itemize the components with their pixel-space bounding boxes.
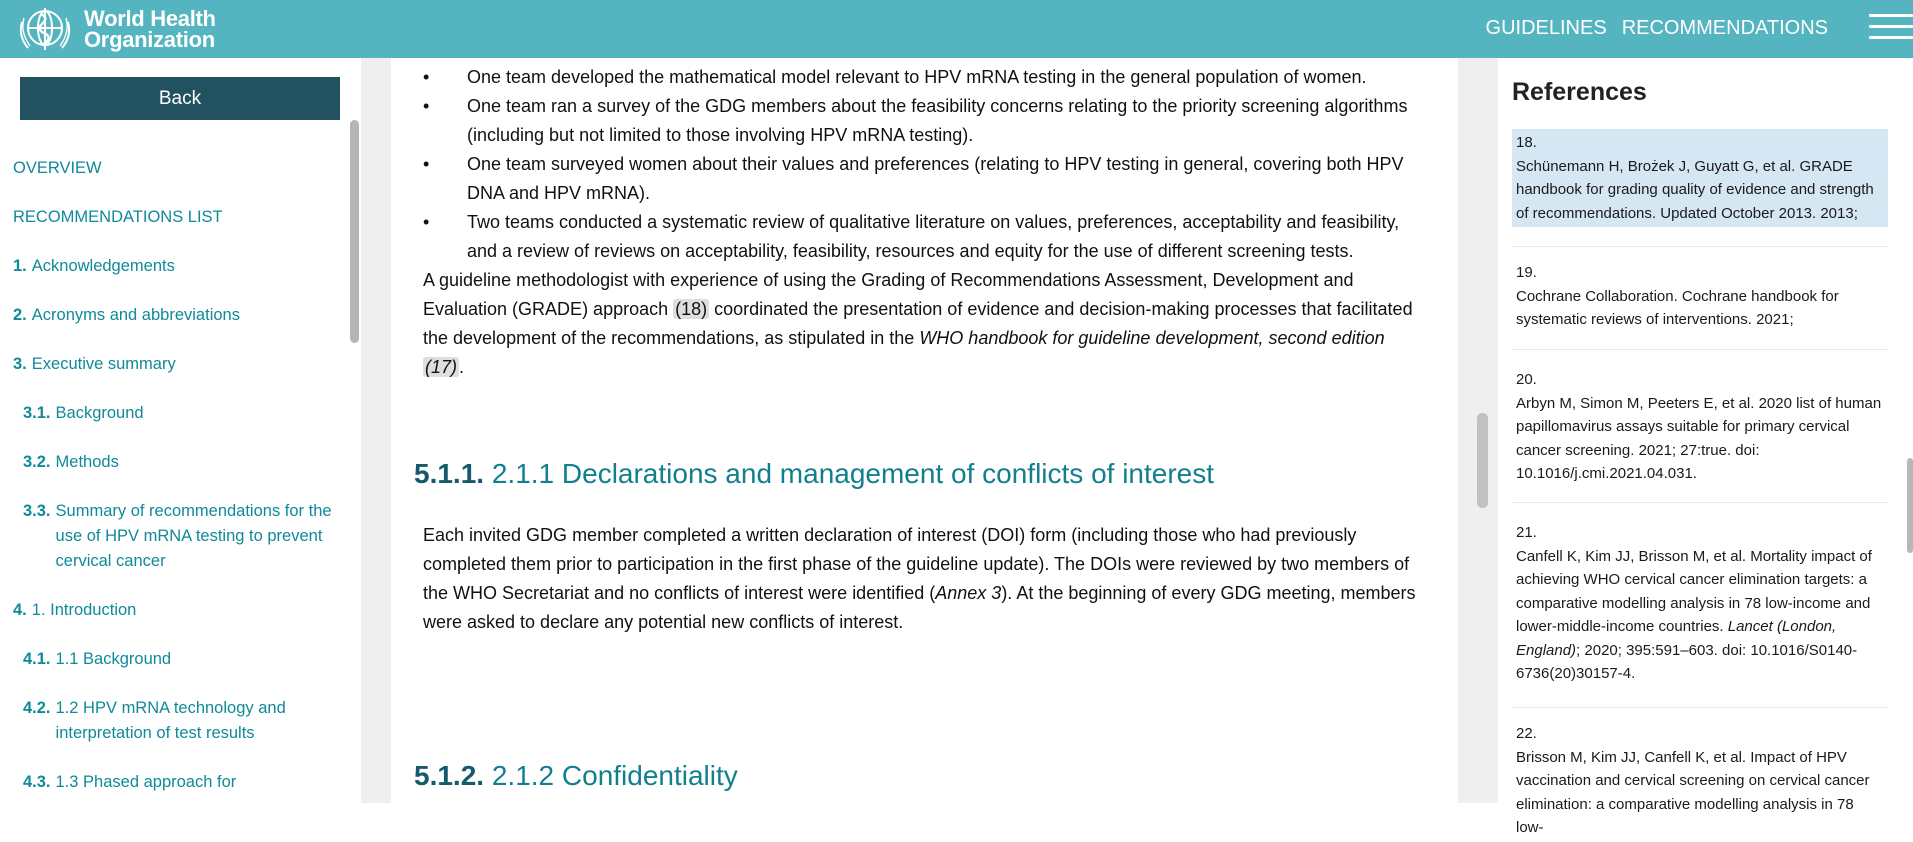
- list-item: [423, 150, 1423, 208]
- bullet-text: One team ran a survey of the GDG members about the feasibility concerns relating to the priority screening algorithms (including but not limited to those involving HPV mRNA testing).: [467, 96, 1408, 145]
- toc-recommendations-list[interactable]: RECOMMENDATIONS LIST: [13, 208, 223, 226]
- section-heading-confidentiality: [414, 760, 738, 792]
- toc-num: 4.: [13, 601, 27, 619]
- reference-text-part: ; 2020; 395:591–603. doi: 10.1016/S0140-6736(20)30157-4.: [1516, 641, 1858, 682]
- main-scrollbar[interactable]: [1477, 413, 1488, 508]
- annex-link[interactable]: Annex 3: [935, 583, 1002, 603]
- para-text: .: [459, 357, 465, 377]
- reference-item-21[interactable]: [1512, 519, 1888, 688]
- para-text: WHO handbook for guideline development, second edition: [919, 328, 1385, 348]
- toc-item-methods[interactable]: [13, 450, 333, 475]
- toc-overview[interactable]: OVERVIEW: [13, 159, 102, 177]
- toc-item-introduction[interactable]: [13, 598, 333, 623]
- reference-text: Brisson M, Kim JJ, Canfell K, et al. Impact of HPV vaccination and cervical screening on cervical cancer elimination: a comparative modelling analysis in 78 low-: [1516, 748, 1870, 836]
- section-title: 2.1.1 Declarations and management of conflicts of interest: [491, 458, 1215, 489]
- toc-label: Executive summary: [31, 355, 176, 373]
- toc-num: 4.3.: [23, 773, 51, 791]
- toc-num: 4.1.: [23, 650, 51, 668]
- toc-sidebar: [0, 58, 361, 803]
- para-text: ). At the beginning of every GDG meeting, members were asked to declare any potential new conflicts of interest.: [423, 583, 1416, 632]
- divider: [1512, 349, 1888, 350]
- org-name-line2: Organization: [84, 27, 215, 52]
- toc-item-intro-background[interactable]: [13, 647, 333, 672]
- para-text: coordinated the presentation of evidence and decision-making processes that facilitated the development of the recommendations, as stipulated in the: [423, 299, 1413, 348]
- references-title: References: [1512, 78, 1647, 106]
- reference-text: Arbyn M, Simon M, Peeters E, et al. 2020 list of human papillomavirus assays suitable for primary cervical cancer screening. 2021; 27:true. doi: 10.1016/j.cmi.2021.04.031.: [1516, 394, 1882, 482]
- toc-item-phased-approach[interactable]: [13, 770, 333, 795]
- reference-item-20[interactable]: [1512, 366, 1888, 488]
- toc-item-acknowledgements[interactable]: [13, 254, 333, 279]
- toc-list: [13, 156, 333, 819]
- references-panel: [1498, 58, 1913, 836]
- toc-num: 2.: [13, 306, 27, 324]
- para-text: Each invited GDG member completed a written declaration of interest (DOI) form (including those who had previously completed them prior to participation in the first phase of the guideline update). The DOIs were reviewed by two members of the WHO Secretariat and no conflicts of interest were identified (: [423, 525, 1410, 603]
- reference-item-18[interactable]: [1512, 129, 1888, 227]
- reference-text: [1516, 545, 1884, 686]
- toc-label: Background: [55, 404, 144, 422]
- sidebar-scrollbar[interactable]: [350, 120, 359, 343]
- toc-label: Methods: [55, 453, 119, 471]
- back-button[interactable]: Back: [20, 77, 340, 120]
- org-name[interactable]: [84, 8, 216, 50]
- top-header: [0, 0, 1913, 58]
- reference-item-22[interactable]: [1512, 720, 1888, 842]
- who-logo-icon[interactable]: [12, 2, 78, 58]
- reference-number: 20.: [1516, 371, 1537, 388]
- bullet-marker: •: [423, 67, 430, 87]
- methods-text: [423, 63, 1423, 382]
- top-nav: [1486, 17, 1828, 40]
- divider: [1512, 246, 1888, 247]
- bullet-marker: •: [423, 96, 430, 116]
- toc-item-acronyms[interactable]: [13, 303, 333, 328]
- toc-item-executive-summary[interactable]: [13, 352, 333, 377]
- toc-item-hpv-mrna-technology[interactable]: [13, 696, 333, 746]
- list-item: [423, 92, 1423, 150]
- bullet-marker: •: [423, 154, 430, 174]
- list-item: [423, 63, 1423, 92]
- toc-num: 3.3.: [23, 502, 51, 520]
- bullet-marker: •: [423, 212, 430, 232]
- citation-link-17[interactable]: (17): [425, 357, 458, 377]
- toc-label: 1.1 Background: [55, 650, 172, 668]
- toc-label: Acronyms and abbreviations: [31, 306, 240, 324]
- main-content: [391, 58, 1458, 803]
- divider: [1512, 502, 1888, 503]
- reference-text: Schünemann H, Brożek J, Guyatt G, et al. GRADE handbook for grading quality of evidence and strength of recommendations. Updated October 2013. 2013;: [1516, 157, 1874, 222]
- bullet-text: Two teams conducted a systematic review of qualitative literature on values, preferences, acceptability and feasibility, and a review of reviews on acceptability, feasibility, resources and equity for the use of different screening tests.: [467, 212, 1400, 261]
- section-number: 5.1.2.: [414, 760, 485, 791]
- section-title: 2.1.2 Confidentiality: [491, 760, 738, 791]
- reference-text: Cochrane Collaboration. Cochrane handbook for systematic reviews of interventions. 2021;: [1516, 287, 1839, 328]
- toc-num: 1.: [13, 257, 27, 275]
- toc-label: 1. Introduction: [31, 601, 137, 619]
- doi-paragraph: [423, 521, 1423, 637]
- reference-number: 19.: [1516, 264, 1537, 281]
- toc-num: 4.2.: [23, 699, 51, 717]
- reference-number: 18.: [1516, 134, 1537, 151]
- list-item: [423, 208, 1423, 266]
- section-number: 5.1.1.: [414, 458, 485, 489]
- toc-num: 3.2.: [23, 453, 51, 471]
- divider: [1512, 707, 1888, 708]
- left-gutter: [361, 58, 391, 803]
- reference-text-part: Canfell K, Kim JJ, Brisson M, et al. Mortality impact of achieving WHO cervical cancer elimination targets: a comparative modelling analysis in 78 low-income and lower-middle-income countries.: [1516, 547, 1872, 635]
- toc-item-background[interactable]: [13, 401, 333, 426]
- toc-label: 1.3 Phased approach for: [55, 773, 237, 791]
- para-text: A guideline methodologist with experience of using the Grading of Recommendations Assessment, Development and Evaluation (GRADE) approach: [423, 270, 1354, 319]
- toc-label: 1.2 HPV mRNA technology and interpretation of test results: [55, 699, 286, 742]
- toc-label: Summary of recommendations for the use of HPV mRNA testing to prevent cervical cancer: [55, 502, 332, 570]
- toc-num: 3.1.: [23, 404, 51, 422]
- reference-item-19[interactable]: [1512, 259, 1888, 334]
- hamburger-menu-icon[interactable]: [1869, 14, 1913, 40]
- toc-label: Acknowledgements: [31, 257, 175, 275]
- grade-paragraph: [423, 266, 1423, 382]
- section-heading-declarations: [414, 458, 1214, 490]
- nav-guidelines[interactable]: GUIDELINES: [1485, 17, 1607, 39]
- toc-num: 3.: [13, 355, 27, 373]
- bullet-text: One team surveyed women about their values and preferences (relating to HPV testing in general, covering both HPV DNA and HPV mRNA).: [467, 154, 1404, 203]
- journal-name: Lancet (London, England): [1516, 618, 1837, 659]
- reference-number: 22.: [1516, 725, 1537, 742]
- org-name-line1: World Health: [84, 6, 216, 31]
- bullet-text: One team developed the mathematical model relevant to HPV mRNA testing in the general population of women.: [467, 67, 1367, 87]
- citation-link-18[interactable]: (18): [675, 299, 708, 319]
- reference-number: 21.: [1516, 524, 1537, 541]
- references-scrollbar[interactable]: [1907, 458, 1913, 553]
- toc-item-summary-recommendations[interactable]: [13, 499, 333, 574]
- nav-recommendations[interactable]: RECOMMENDATIONS: [1621, 17, 1828, 39]
